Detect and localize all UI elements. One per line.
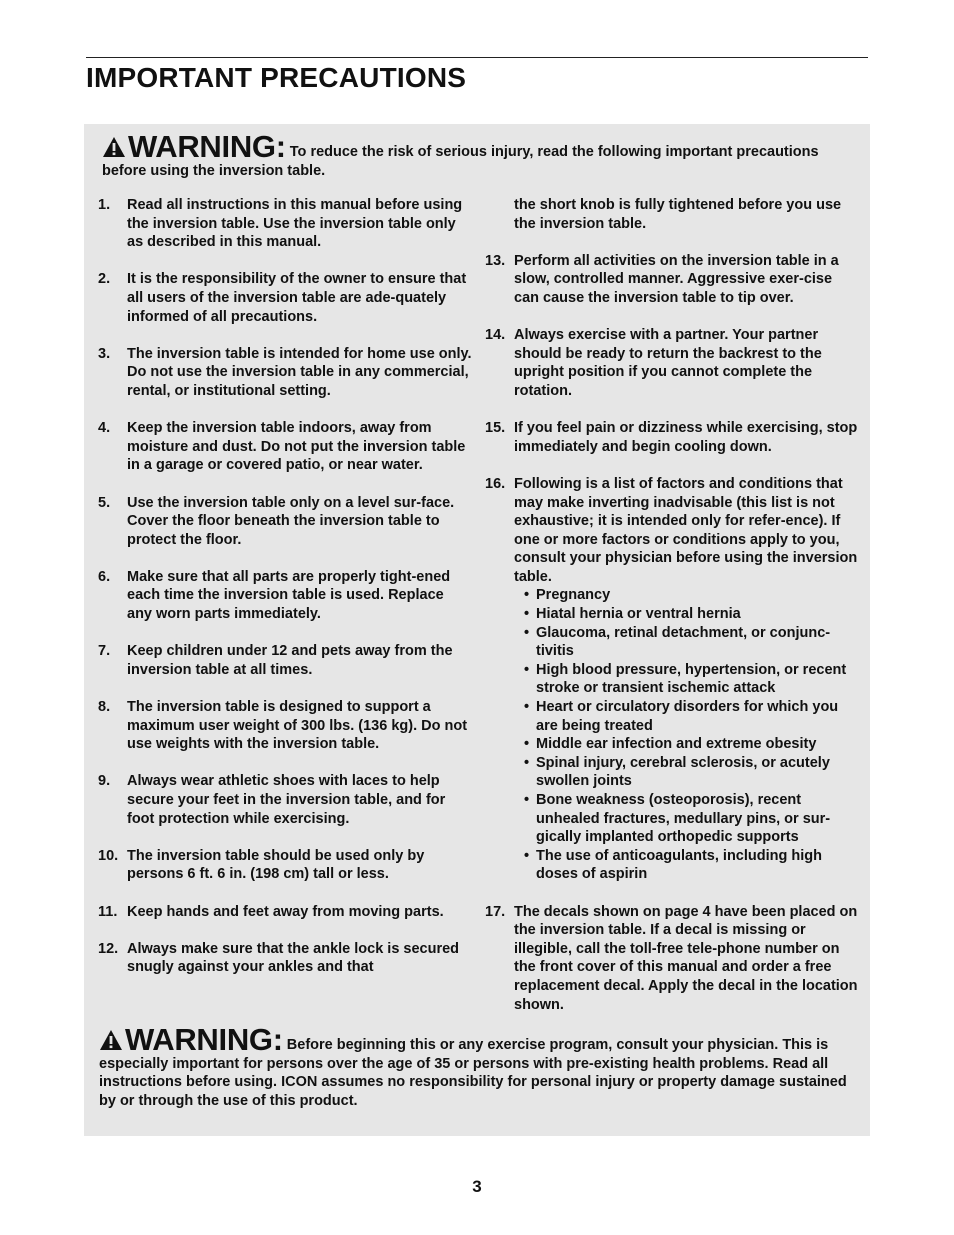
item-number: 9. [98,773,111,790]
precaution-list-conditions [485,475,860,1014]
left-column [98,196,472,996]
warning-triangle-icon [99,1029,123,1051]
right-column [485,196,860,1033]
bullet-icon: • [524,587,530,604]
condition-text: Glaucoma, retinal detachment, or conjunc-tivitis [536,624,831,660]
item-text: Perform all activities on the inversion table in a slow, controlled manner. Aggressive exer-cise can cause the inversion table to tip over. [514,252,839,306]
item-number: 1. [98,197,111,213]
warning-triangle-icon [102,136,126,158]
condition-item [524,791,860,847]
condition-text: Hiatal hernia or ventral hernia [536,606,741,623]
condition-item [524,605,860,624]
item-text: The inversion table is intended for home use only. Do not use the inversion table in any commercial, rental, or institutional setting. [127,345,472,399]
warning-label: WARNING: [128,129,286,164]
warning-top [102,129,862,180]
precaution-item-8 [98,698,472,754]
item-number: 13. [485,252,506,269]
condition-text: Spinal injury, cerebral sclerosis, or acutely swollen joints [536,754,830,790]
item-text: Always exercise with a partner. Your partner should be ready to return the backrest to the upright position if you cannot complete the rotation. [514,327,822,399]
bullet-icon: • [524,736,530,753]
precaution-item-13 [485,252,860,308]
item-number: 2. [98,271,111,288]
item-text: Always wear athletic shoes with laces to help secure your feet in the inversion table, and for foot protection while exercising. [127,773,446,827]
item-text: The decals shown on page 4 have been placed on the inversion table. If a decal is missing or illegible, call the toll-free tele-phone number on the front cover of this manual and order a free replacement decal. Apply the decal in the location shown. [514,903,858,1013]
condition-item [524,698,860,735]
condition-text: Pregnancy [536,587,611,604]
item-text: Always make sure that the ankle lock is secured snugly against your ankles and that [127,940,460,976]
item-text: Following is a list of factors and conditions that may make inverting inadvisable (this list is not exhaustive; it is intended only for refer-ence). If one or more factors or conditions apply to you, consult your physician before using the inversion table. [514,475,858,585]
precaution-item-16 [485,475,860,884]
bullet-icon: • [524,624,530,641]
condition-text: Heart or circulatory disorders for which you are being treated [536,699,839,734]
precaution-item-6 [98,568,472,624]
condition-item [524,847,860,884]
item-number: 6. [98,568,111,585]
item-number: 17. [485,903,506,920]
condition-list [514,586,860,884]
item-number: 16. [485,475,506,492]
bullet-icon: • [524,606,530,623]
precaution-item-14 [485,326,860,400]
precaution-list-left [98,196,472,977]
item-text: Make sure that all parts are properly tight-ened each time the inversion table is used. Replace any worn parts immediately. [127,568,451,623]
item-text: Keep the inversion table indoors, away from moisture and dust. Do not put the inversion table in a garage or covered patio, or near water. [127,420,466,474]
precaution-item-5 [98,494,472,550]
warning-bottom [99,1022,859,1110]
precautions-panel [84,124,870,1136]
item-text: Keep children under 12 and pets away from the inversion table at all times. [127,643,453,678]
precaution-item-2 [98,270,472,326]
precaution-item-3 [98,345,472,401]
item-number: 12. [98,940,119,957]
condition-item [524,661,860,698]
precaution-item-7 [98,642,472,679]
item-number: 8. [98,699,111,716]
page-number: 3 [472,1177,482,1196]
condition-text: Middle ear infection and extreme obesity [536,736,817,753]
condition-text: High blood pressure, hypertension, or recent stroke or transient ischemic attack [536,661,847,697]
condition-text: The use of anticoagulants, including high doses of aspirin [536,847,822,883]
item-number: 11. [98,903,118,920]
condition-item [524,624,860,661]
bullet-icon: • [524,754,530,771]
precaution-item-11 [98,903,472,922]
item-number: 14. [485,327,506,344]
warning-text: To reduce the risk of serious injury, read the following important precautions before using the inversion table. [102,144,819,179]
bullet-icon: • [524,699,530,716]
condition-text: Bone weakness (osteoporosis), recent unhealed fractures, medullary pins, or sur-gically implanted orthopedic supports [536,792,831,846]
top-rule [86,57,868,58]
precaution-item-15 [485,419,860,456]
item-text: Keep hands and feet away from moving parts. [127,903,444,920]
warning-text: Before beginning this or any exercise program, consult your physician. This is especially important for persons over the age of 35 or persons with pre-existing health problems. Read all instructions before using. ICON assumes no responsibility for personal injury or property damage sustained by or through the use of this product. [99,1037,847,1109]
item-text: If you feel pain or dizziness while exercising, stop immediately and begin cooling down. [514,420,858,455]
item-number: 3. [98,345,111,362]
item-12-continuation: the short knob is fully tightened before you use the inversion table. [514,197,842,232]
precaution-item-1 [98,196,472,252]
warning-label: WARNING: [125,1022,283,1057]
precaution-item-9 [98,772,472,828]
condition-item [524,754,860,791]
bullet-icon: • [524,792,530,808]
item-number: 10. [98,847,119,864]
item-text: The inversion table should be used only by persons 6 ft. 6 in. (198 cm) tall or less. [127,847,425,883]
item-text: It is the responsibility of the owner to ensure that all users of the inversion table are ade-quately informed of all precautions. [127,271,467,325]
item-text: Read all instructions in this manual before using the inversion table. Use the inversion table only as described in this manual. [127,197,463,251]
precaution-item-12 [98,940,472,977]
item-text: The inversion table is designed to support a maximum user weight of 300 lbs. (136 kg). Do not use weights with the inversion table. [127,699,468,753]
precaution-item-10 [98,847,472,884]
bullet-icon: • [524,661,530,678]
precaution-item-4 [98,419,472,475]
page-title: IMPORTANT PRECAUTIONS [86,62,467,93]
precaution-list-right [485,252,860,457]
item-text: Use the inversion table only on a level sur-face. Cover the floor beneath the inversion table to protect the floor. [127,494,455,548]
condition-item [524,586,860,605]
precaution-item-17 [485,903,860,1015]
item-number: 15. [485,420,506,437]
bullet-icon: • [524,847,530,864]
item-number: 7. [98,643,111,660]
item-number: 5. [98,494,111,511]
condition-item [524,735,860,754]
item-number: 4. [98,420,111,437]
